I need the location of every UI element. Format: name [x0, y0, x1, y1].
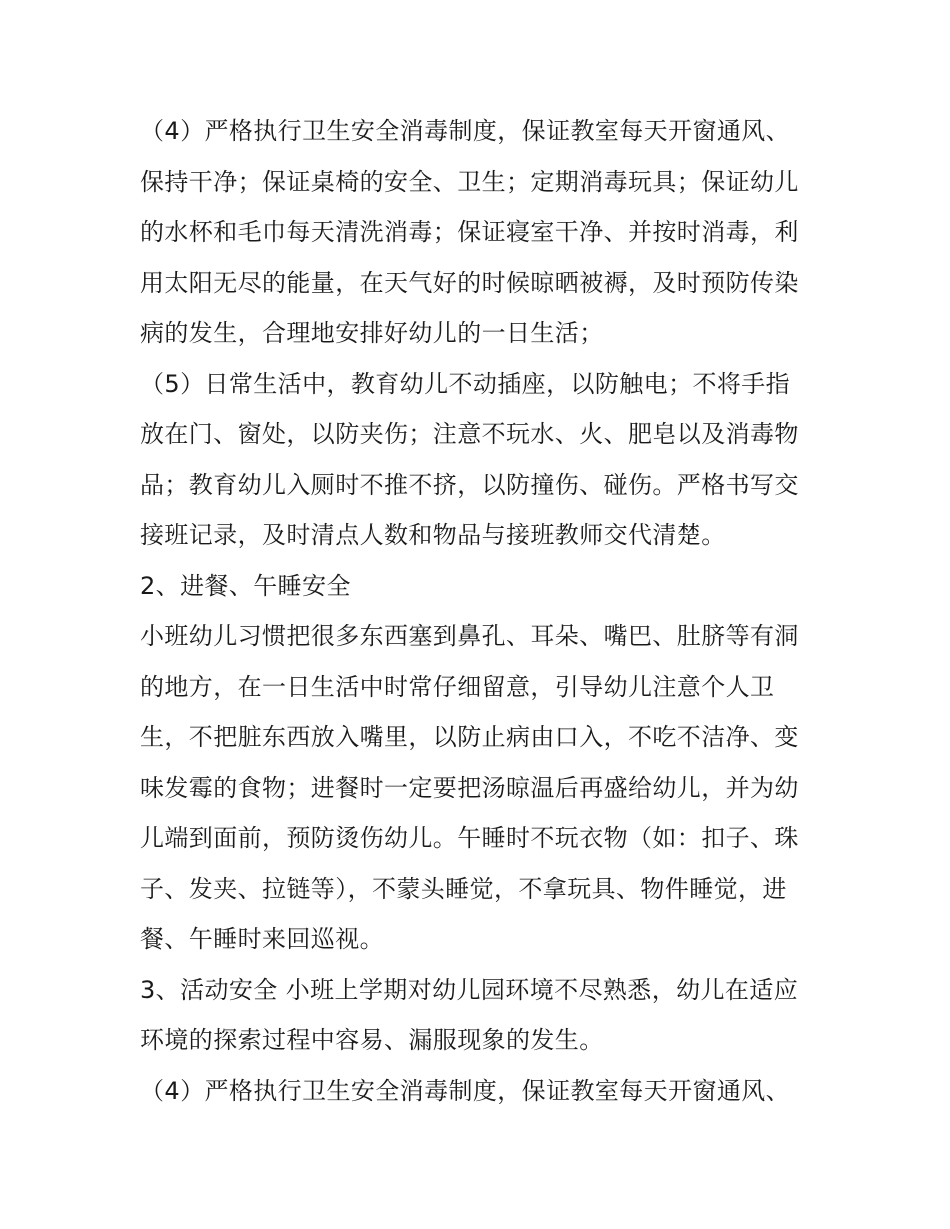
text-line: 保持干净；保证桌椅的安全、卫生；定期消毒玩具；保证幼儿: [140, 168, 799, 196]
text-line: （4）严格执行卫生安全消毒制度，保证教室每天开窗通风、: [140, 117, 791, 145]
text-line: 餐、午睡时来回巡视。: [140, 925, 384, 953]
text-line: 病的发生，合理地安排好幼儿的一日生活；: [140, 319, 604, 347]
text-line: （5）日常生活中，教育幼儿不动插座，以防触电；不将手指: [140, 370, 791, 398]
text-line: 味发霉的食物；进餐时一定要把汤晾温后再盛给幼儿，并为幼: [140, 774, 799, 802]
text-line: 放在门、窗处，以防夹伤；注意不玩水、火、肥皂以及消毒物: [140, 420, 799, 448]
text-line: 儿端到面前，预防烫伤幼儿。午睡时不玩衣物（如：扣子、珠: [140, 824, 799, 852]
text-line: 小班幼儿习惯把很多东西塞到鼻孔、耳朵、嘴巴、肚脐等有洞: [140, 622, 799, 650]
text-line: 环境的探索过程中容易、漏服现象的发生。: [140, 1026, 604, 1054]
text-line: 接班记录，及时清点人数和物品与接班教师交代清楚。: [140, 521, 726, 549]
text-line: （4）严格执行卫生安全消毒制度，保证教室每天开窗通风、: [140, 1077, 791, 1105]
section-heading: 2、进餐、午睡安全: [140, 572, 351, 600]
text-line: 品；教育幼儿入厕时不推不挤，以防撞伤、碰伤。严格书写交: [140, 471, 799, 499]
text-line: 用太阳无尽的能量，在天气好的时候晾晒被褥，及时预防传染: [140, 269, 799, 297]
text-line: 的地方，在一日生活中时常仔细留意，引导幼儿注意个人卫: [140, 673, 775, 701]
section-heading: 3、活动安全 小班上学期对幼儿园环境不尽熟悉，幼儿在适应: [140, 976, 799, 1004]
text-line: 子、发夹、拉链等），不蒙头睡觉，不拿玩具、物件睡觉，进: [140, 875, 787, 903]
text-line: 生，不把脏东西放入嘴里，以防止病由口入，不吃不洁净、变: [140, 723, 799, 751]
text-line: 的水杯和毛巾每天清洗消毒；保证寝室干净、并按时消毒，利: [140, 218, 799, 246]
